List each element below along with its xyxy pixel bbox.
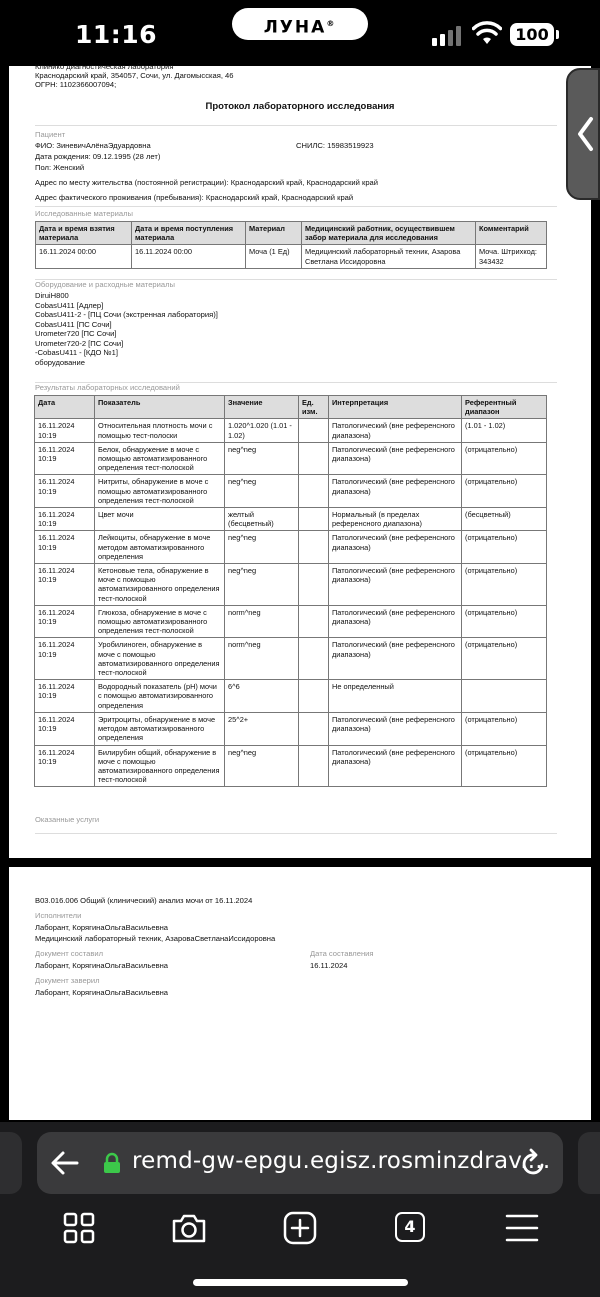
results-header-cell: Показатель bbox=[95, 396, 225, 419]
table-row bbox=[35, 442, 547, 475]
cellular-signal-icon bbox=[432, 24, 464, 46]
document-page-2 bbox=[9, 867, 591, 1120]
results-cell bbox=[299, 605, 329, 638]
results-cell bbox=[462, 680, 547, 713]
address-registration: Адрес по месту жительства (постоянной регистрации): Краснодарский край, Краснодарский край bbox=[35, 178, 379, 187]
date-label: Дата составления bbox=[310, 949, 374, 958]
patient-sex: Пол: Женский bbox=[35, 163, 85, 172]
results-cell: Эритроциты, обнаружение в моче методом автоматизированного определения bbox=[95, 712, 225, 745]
results-cell: neg^neg bbox=[225, 745, 299, 787]
samples-cell: Моча (1 Ед) bbox=[246, 245, 302, 268]
table-row bbox=[35, 605, 547, 638]
date-value: 16.11.2024 bbox=[310, 961, 348, 970]
results-cell bbox=[299, 475, 329, 508]
menu-icon[interactable] bbox=[505, 1213, 539, 1243]
status-time: 11:16 bbox=[75, 20, 158, 49]
samples-table bbox=[35, 221, 547, 269]
results-cell: Патологический (вне референсного диапазона) bbox=[329, 442, 462, 475]
results-header-cell: Референтный диапазон bbox=[462, 396, 547, 419]
results-header-cell: Интерпретация bbox=[329, 396, 462, 419]
grid-icon[interactable] bbox=[63, 1212, 95, 1244]
results-cell: 16.11.2024 10:19 bbox=[35, 712, 95, 745]
results-cell: 16.11.2024 10:19 bbox=[35, 531, 95, 564]
collapse-side-tab[interactable] bbox=[566, 68, 600, 200]
table-row bbox=[35, 745, 547, 787]
chevron-left-icon bbox=[576, 116, 594, 152]
results-cell: (отрицательно) bbox=[462, 712, 547, 745]
table-row bbox=[36, 245, 547, 268]
results-cell bbox=[299, 638, 329, 680]
performers-label: Исполнители bbox=[35, 911, 82, 920]
samples-header-cell: Дата и время взятия материала bbox=[36, 222, 132, 245]
table-row bbox=[35, 531, 547, 564]
battery-tip bbox=[556, 30, 559, 39]
lock-icon bbox=[103, 1152, 121, 1174]
performer: Лаборант, КорягинаОльгаВасильевна bbox=[35, 923, 169, 932]
results-cell: 16.11.2024 10:19 bbox=[35, 419, 95, 442]
results-cell: Цвет мочи bbox=[95, 508, 225, 531]
list-item: CobasU411 [Адлер] bbox=[35, 300, 104, 310]
results-cell: norm^neg bbox=[225, 605, 299, 638]
results-cell bbox=[299, 745, 329, 787]
results-cell: Патологический (вне референсного диапазона) bbox=[329, 419, 462, 442]
results-cell: 1.020^1.020 (1.01 - 1.02) bbox=[225, 419, 299, 442]
results-cell: Билирубин общий, обнаружение в моче с помощью автоматизированного определения тест-полоской bbox=[95, 745, 225, 787]
table-row bbox=[35, 712, 547, 745]
results-header-cell: Значение bbox=[225, 396, 299, 419]
results-cell: Нитриты, обнаружение в моче с помощью автоматизированного определения тест-полоской bbox=[95, 475, 225, 508]
list-item: оборудование bbox=[35, 357, 85, 367]
results-cell: 16.11.2024 10:19 bbox=[35, 638, 95, 680]
battery-indicator: 100 bbox=[510, 23, 554, 46]
next-tab-edge[interactable] bbox=[578, 1132, 600, 1194]
results-cell: 16.11.2024 10:19 bbox=[35, 508, 95, 531]
results-cell: (отрицательно) bbox=[462, 442, 547, 475]
org-address: Краснодарский край, 354057, Сочи, ул. Дагомысская, 46 bbox=[35, 71, 234, 80]
results-cell: neg^neg bbox=[225, 531, 299, 564]
results-cell: neg^neg bbox=[225, 475, 299, 508]
composed-by: Лаборант, КорягинаОльгаВасильевна bbox=[35, 961, 169, 970]
samples-cell: 16.11.2024 00:00 bbox=[36, 245, 132, 268]
patient-snils: СНИЛС: 15983519923 bbox=[296, 141, 374, 150]
table-row bbox=[35, 508, 547, 531]
service-line: B03.016.006 Общий (клинический) анализ мочи от 16.11.2024 bbox=[35, 896, 253, 905]
results-cell: 6^6 bbox=[225, 680, 299, 713]
carrier-pill: ЛУНА® bbox=[232, 8, 368, 40]
results-cell: neg^neg bbox=[225, 442, 299, 475]
results-cell bbox=[299, 531, 329, 564]
results-cell: norm^neg bbox=[225, 638, 299, 680]
camera-icon[interactable] bbox=[171, 1212, 207, 1244]
samples-header-row bbox=[36, 222, 547, 245]
wifi-icon bbox=[472, 20, 502, 46]
back-arrow-icon[interactable] bbox=[50, 1149, 80, 1177]
results-cell: Патологический (вне референсного диапазона) bbox=[329, 638, 462, 680]
org-name: Клинико диагностическая лаборатория bbox=[35, 62, 174, 71]
results-cell: (отрицательно) bbox=[462, 605, 547, 638]
results-cell: Патологический (вне референсного диапазона) bbox=[329, 564, 462, 606]
results-cell: 16.11.2024 10:19 bbox=[35, 745, 95, 787]
samples-cell: 16.11.2024 00:00 bbox=[132, 245, 246, 268]
results-cell: (отрицательно) bbox=[462, 475, 547, 508]
previous-tab-edge[interactable] bbox=[0, 1132, 22, 1194]
results-cell: Патологический (вне референсного диапазона) bbox=[329, 475, 462, 508]
results-cell: (бесцветный) bbox=[462, 508, 547, 531]
results-cell: (1.01 - 1.02) bbox=[462, 419, 547, 442]
table-row bbox=[35, 680, 547, 713]
results-cell: 16.11.2024 10:19 bbox=[35, 564, 95, 606]
results-cell bbox=[299, 508, 329, 531]
list-item: DiruiH800 bbox=[35, 291, 69, 300]
results-table bbox=[34, 395, 547, 787]
results-cell: Глюкоза, обнаружение в моче с помощью автоматизированного определения тест-полоской bbox=[95, 605, 225, 638]
results-cell: 16.11.2024 10:19 bbox=[35, 475, 95, 508]
results-cell: (отрицательно) bbox=[462, 745, 547, 787]
equipment-section-label: Оборудование и расходные материалы bbox=[35, 280, 176, 289]
results-cell: 16.11.2024 10:19 bbox=[35, 680, 95, 713]
document-page-1 bbox=[9, 62, 591, 858]
equipment-list bbox=[35, 291, 218, 367]
results-cell bbox=[299, 712, 329, 745]
results-header-cell: Ед. изм. bbox=[299, 396, 329, 419]
list-item: CobasU411 [ПС Сочи] bbox=[35, 319, 112, 329]
results-header-row bbox=[35, 396, 547, 419]
certified-label: Документ заверил bbox=[35, 976, 100, 985]
samples-header-cell: Комментарий bbox=[476, 222, 547, 245]
results-cell: 16.11.2024 10:19 bbox=[35, 442, 95, 475]
table-row bbox=[35, 419, 547, 442]
results-cell: (отрицательно) bbox=[462, 638, 547, 680]
samples-cell: Моча. Штрихкод: 343432 bbox=[476, 245, 547, 268]
results-cell: neg^neg bbox=[225, 564, 299, 606]
results-cell: Патологический (вне референсного диапазона) bbox=[329, 745, 462, 787]
materials-section-label: Исследованные материалы bbox=[35, 209, 134, 218]
status-bar bbox=[0, 0, 600, 66]
samples-cell: Медицинский лабораторный техник, Азарова Светлана Иссидоровна bbox=[302, 245, 476, 268]
patient-fio: ФИО: ЗиневичАлёнаЭдуардовна bbox=[35, 141, 151, 150]
results-cell bbox=[299, 680, 329, 713]
results-header-cell: Дата bbox=[35, 396, 95, 419]
results-cell: (отрицательно) bbox=[462, 531, 547, 564]
results-cell: Не определенный bbox=[329, 680, 462, 713]
divider bbox=[35, 833, 557, 834]
results-cell: 16.11.2024 10:19 bbox=[35, 605, 95, 638]
org-ogrn: ОГРН: 1102366007094; bbox=[35, 80, 117, 89]
table-row bbox=[35, 638, 547, 680]
results-cell: Кетоновые тела, обнаружение в моче с помощью автоматизированного определения тест-полоской bbox=[95, 564, 225, 606]
new-tab-icon[interactable] bbox=[283, 1211, 317, 1245]
tab-count-button[interactable]: 4 bbox=[395, 1212, 425, 1242]
results-cell: Патологический (вне референсного диапазона) bbox=[329, 531, 462, 564]
address-actual: Адрес фактического проживания (пребывания): Краснодарский край, Краснодарский край bbox=[35, 193, 354, 202]
results-cell: Патологический (вне референсного диапазона) bbox=[329, 605, 462, 638]
list-item: Urometer720-2 [ПС Сочи] bbox=[35, 338, 124, 348]
results-cell: Уробилиноген, обнаружение в моче с помощью автоматизированного определения тест-полоской bbox=[95, 638, 225, 680]
certified-by: Лаборант, КорягинаОльгаВасильевна bbox=[35, 988, 169, 997]
results-cell: 25^2+ bbox=[225, 712, 299, 745]
samples-header-cell: Дата и время поступления материала bbox=[132, 222, 246, 245]
home-indicator bbox=[193, 1279, 408, 1286]
table-row bbox=[35, 475, 547, 508]
results-cell: Патологический (вне референсного диапазона) bbox=[329, 712, 462, 745]
results-cell: желтый (бесцветный) bbox=[225, 508, 299, 531]
divider bbox=[35, 206, 557, 207]
list-item: -CobasU411 - [КДО №1] bbox=[35, 348, 118, 357]
results-cell bbox=[299, 564, 329, 606]
divider bbox=[35, 125, 557, 126]
list-item: CobasU411-2 - [ПЦ Сочи (экстренная лаборатория)] bbox=[35, 310, 218, 319]
results-cell: Относительная плотность мочи с помощью тест-полоски bbox=[95, 419, 225, 442]
results-cell bbox=[299, 419, 329, 442]
carrier-label: ЛУНА bbox=[263, 17, 327, 38]
list-item: Urometer720 [ПС Сочи] bbox=[35, 329, 117, 338]
document-title: Протокол лабораторного исследования bbox=[205, 101, 395, 112]
results-cell: Нормальный (в пределах референсного диапазона) bbox=[329, 508, 462, 531]
patient-section-label: Пациент bbox=[35, 130, 66, 139]
samples-header-cell: Материал bbox=[246, 222, 302, 245]
composed-label: Документ составил bbox=[35, 949, 104, 958]
results-cell: (отрицательно) bbox=[462, 564, 547, 606]
patient-dob: Дата рождения: 09.12.1995 (28 лет) bbox=[35, 152, 161, 161]
performer: Медицинский лабораторный техник, АзароваСветланаИссидоровна bbox=[35, 934, 276, 943]
results-cell: Водородный показатель (pH) мочи с помощью автоматизированного определения bbox=[95, 680, 225, 713]
table-row bbox=[35, 564, 547, 606]
services-section-label: Оказанные услуги bbox=[35, 815, 100, 824]
reload-icon[interactable] bbox=[520, 1148, 548, 1178]
results-section-label: Результаты лабораторных исследований bbox=[35, 383, 180, 392]
url-text[interactable]: remd-gw-epgu.egisz.rosminzdrav.... bbox=[132, 1148, 551, 1174]
samples-header-cell: Медицинский работник, осуществившем забор материала для исследования bbox=[302, 222, 476, 245]
results-cell: Лейкоциты, обнаружение в моче методом автоматизированного определения bbox=[95, 531, 225, 564]
results-cell: Белок, обнаружение в моче с помощью автоматизированного определения тест-полоской bbox=[95, 442, 225, 475]
results-cell bbox=[299, 442, 329, 475]
